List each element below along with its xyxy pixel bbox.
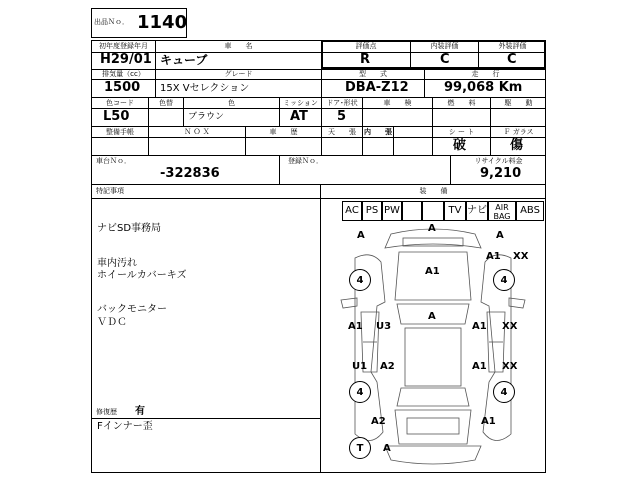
displacement-value: 1500 [104,80,141,95]
color-label: 色 [228,99,235,107]
model-label: 型 式 [359,70,387,78]
seat-label: シ ー ト [448,128,475,136]
score-label: 評価点 [355,42,377,50]
roof-label: 天 張 [328,128,356,136]
repair-value: 有 [135,406,145,417]
lot-number: 1140 [137,12,188,33]
displacement-label: 排気量（cc） [102,70,145,78]
note-4: バックモニター [97,304,167,315]
chassis-value: -322836 [160,166,220,181]
nox-label: Ｎ Ｏ Ｘ [184,128,210,136]
mark-left-front-corner: A [357,230,365,241]
equip-ac: AC [342,201,362,221]
mark-right-front-door-xx: XX [502,321,518,332]
note-3: ホイールカバーキズ [97,270,187,281]
int-score-value: C [440,52,450,67]
car-history-label: 車 歴 [269,128,298,136]
note-5: ＶＤＣ [97,317,127,328]
mark-left-rear-door-2: A2 [380,361,395,372]
color-code-label: 色コード [106,99,134,107]
repair-label: 修復歴 [96,408,117,416]
mark-rear-left: A2 [371,416,386,427]
manual-label: 整備手帳 [106,128,134,136]
tire-mid-right: 4 [493,381,515,403]
fuel-label: 燃 料 [447,99,476,107]
mark-hood: A1 [425,266,440,277]
mark-left-pillar: U3 [376,321,392,332]
notes-label: 特記事項 [96,187,124,195]
mark-right-fender-xx: XX [513,251,529,262]
color-code-value: L50 [103,109,130,124]
reg-year-label: 初年度登録年月 [99,42,148,50]
equip-blank-1 [402,201,422,221]
mark-left-front-door: A1 [348,321,363,332]
score-value: R [360,52,371,67]
ext-score-label: 外装評価 [498,42,527,50]
reg-no-label: 登録Ｎｏ． [288,157,323,165]
car-name-label: 車 名 [224,42,253,50]
mark-front-bumper: A [428,223,436,234]
mark-roof: A [428,311,436,322]
reg-year-value: H29/01 [100,52,152,67]
interior-label: 内 張 [364,128,392,136]
mark-rear-right: A1 [481,416,496,427]
equip-abs: ABS [516,201,544,221]
tire-front-left: 4 [349,269,371,291]
drive-label: 駆 動 [504,99,533,107]
equip-blank-2 [422,201,444,221]
recycle-label: リサイクル料金 [474,157,523,165]
equip-tv: TV [444,201,466,221]
equip-airbag: AIR BAG [488,201,516,221]
int-score-label: 内装評価 [430,42,459,50]
mark-right-rear-door-xx: XX [502,361,518,372]
color-value: ブラウン [188,112,225,122]
mission-label: ミッション [283,99,318,107]
equip-ps: PS [362,201,382,221]
mark-right-fender: A1 [486,251,501,262]
mark-right-front-door: A1 [472,321,487,332]
equipment-label: 装 備 [419,187,448,195]
mileage-value: 99,068 Km [444,80,523,95]
mission-value: AT [290,109,308,124]
ext-score-value: C [507,52,517,67]
note-2: 車内汚れ [97,258,137,269]
grade-label: グレード [224,70,253,78]
seat-value: 破 [453,138,467,153]
grade-value: 15X Vセレクション [160,83,250,94]
car-diagram [321,222,545,472]
repair-note: Fインナー歪 [97,421,153,432]
spare-tire: T [349,437,371,459]
recycle-value: 9,210 [480,166,522,181]
lot-label: 出品Ｎｏ． [94,18,129,26]
mark-right-rear-door: A1 [472,361,487,372]
glass-label: Ｆ ガラス [503,128,534,136]
mark-spare-area: A [383,443,391,454]
equip-navi: ナビ [466,201,488,221]
car-name-value: キューブ [160,53,208,67]
glass-value: 傷 [510,138,524,153]
mark-left-rear-door: U1 [352,361,368,372]
doors-value: 5 [337,109,347,124]
tire-mid-left: 4 [349,381,371,403]
chassis-label: 車台Ｎｏ． [96,157,131,165]
equip-pw: PW [382,201,402,221]
inspection-label: 車 検 [383,99,412,107]
mileage-label: 走 行 [471,70,500,78]
tire-front-right: 4 [493,269,515,291]
doors-label: ドア･形状 [326,99,358,107]
note-1: ナビSD事務局 [97,223,162,234]
model-value: DBA-Z12 [345,80,409,95]
color-swap-label: 色替 [159,99,173,107]
mark-right-front-corner: A [496,230,504,241]
